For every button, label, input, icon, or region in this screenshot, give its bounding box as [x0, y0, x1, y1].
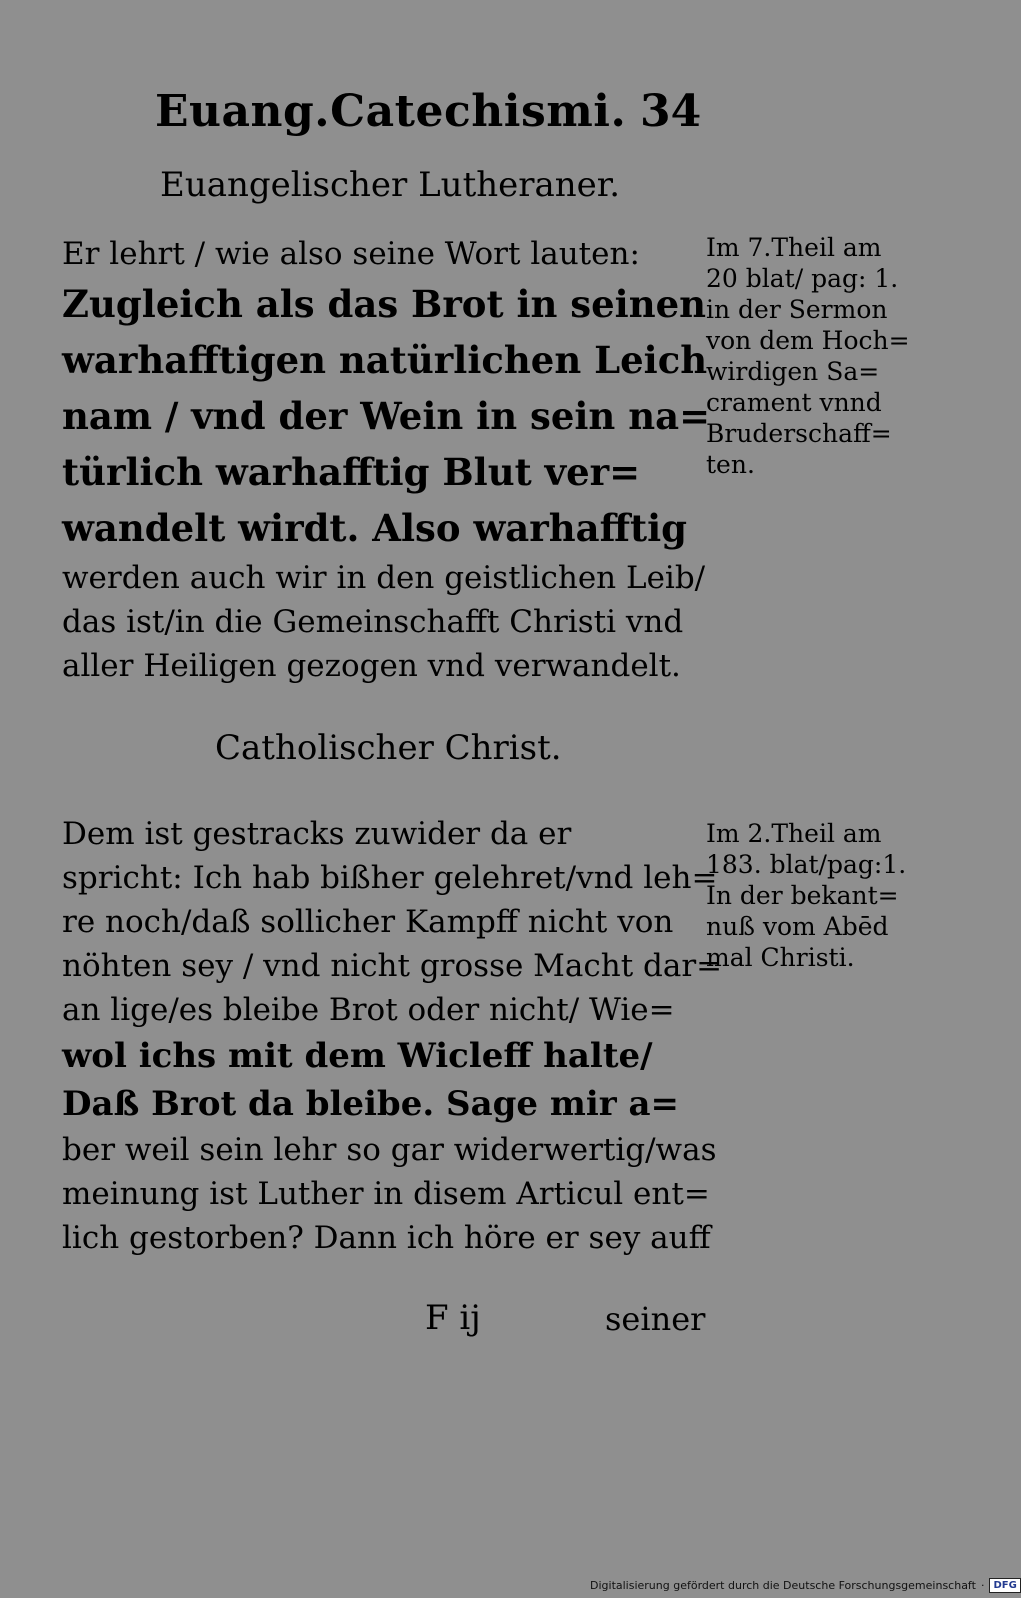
digitization-credit: [590, 1578, 1021, 1593]
text-line: lich gestorben? Dann ich höre er sey auff: [62, 1220, 711, 1256]
margin-note-line: von dem Hoch=: [706, 326, 910, 355]
text-line: das ist/in die Gemeinschafft Christi vnd: [62, 604, 684, 640]
catchword: seiner: [605, 1300, 706, 1338]
text-line-emphasis: Zugleich als das Brot in seinen: [62, 282, 707, 326]
margin-note-line: crament vnnd: [706, 388, 882, 417]
text-line: ber weil sein lehr so gar widerwertig/was: [62, 1132, 717, 1168]
text-line-emphasis: Daß Brot da bleibe. Sage mir a=: [62, 1084, 679, 1124]
text-line-emphasis: türlich warhafftig Blut ver=: [62, 450, 641, 494]
speaker-heading-lutheran: Euangelischer Lutheraner.: [160, 165, 621, 205]
text-line: re noch/daß sollicher Kampff nicht von: [62, 904, 674, 940]
text-line-emphasis: nam / vnd der Wein in sein na=: [62, 394, 711, 438]
text-line-emphasis: wandelt wirdt. Also warhafftig: [62, 506, 688, 550]
margin-note-line: 20 blat/ pag: 1.: [706, 264, 899, 293]
text-line-emphasis: wol ichs mit dem Wicleff halte/: [62, 1036, 653, 1076]
margin-note-line: ten.: [706, 450, 755, 479]
text-line: werden auch wir in den geistlichen Leib/: [62, 560, 706, 596]
margin-note-line: In der bekant=: [706, 881, 899, 910]
margin-note-line: Im 7.Theil am: [706, 233, 882, 262]
credit-text: Digitalisierung gefördert durch die Deutsche Forschungsgemeinschaft: [590, 1579, 976, 1592]
text-line: nöhten sey / vnd nicht grosse Macht dar=: [62, 948, 723, 984]
speaker-heading-catholic: Catholischer Christ.: [215, 728, 562, 768]
dfg-logo-icon: DFG: [989, 1578, 1020, 1593]
signature-mark: F ij: [425, 1298, 481, 1338]
text-line: spricht: Ich hab bißher gelehret/vnd leh=: [62, 860, 718, 896]
margin-note-line: wirdigen Sa=: [706, 357, 880, 386]
margin-note-line: Im 2.Theil am: [706, 819, 882, 848]
text-line: Er lehrt / wie also seine Wort lauten:: [62, 236, 640, 272]
text-line: aller Heiligen gezogen vnd verwandelt.: [62, 648, 681, 684]
margin-note-line: in der Sermon: [706, 295, 888, 324]
text-line: an lige/es bleibe Brot oder nicht/ Wie=: [62, 992, 675, 1028]
margin-note-line: nuß vom Abēd: [706, 912, 889, 941]
margin-note-lutheran: [706, 232, 931, 480]
text-line: meinung ist Luther in disem Articul ent=: [62, 1176, 710, 1212]
margin-note-line: Bruderschaff=: [706, 419, 892, 448]
margin-note-line: 183. blat/pag:1.: [706, 850, 907, 879]
text-line: Dem ist gestracks zuwider da er: [62, 816, 572, 852]
dash-separator: ·: [980, 1579, 985, 1592]
running-head: Euang.Catechismi.: [155, 86, 627, 137]
margin-note-line: mal Christi.: [706, 943, 855, 972]
page-number: 34: [640, 86, 702, 137]
text-line-emphasis: warhafftigen natürlichen Leich: [62, 338, 708, 382]
margin-note-catholic: [706, 818, 931, 973]
body-text-lutheran: [62, 232, 711, 688]
body-text-catholic: [62, 812, 723, 1260]
